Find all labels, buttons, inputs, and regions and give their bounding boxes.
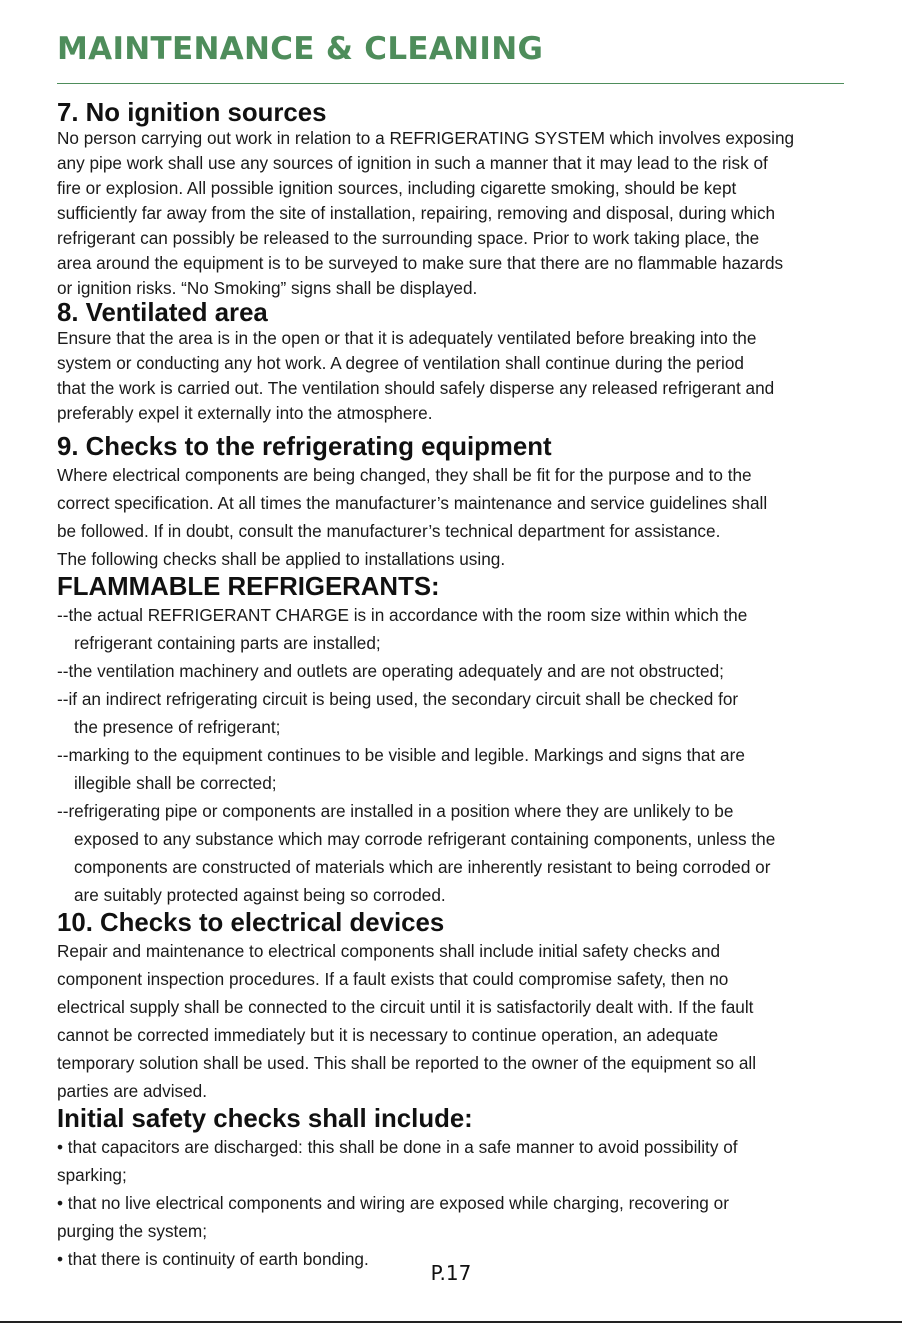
section-no-ignition-sources [57, 101, 847, 301]
section-body [57, 126, 847, 301]
bullet-item: • that there is continuity of earth bonding. [57, 1249, 369, 1269]
section-subheading: Initial safety checks shall include: [57, 1105, 473, 1133]
body-line: cannot be corrected immediately but it is necessary to continue operation, an adequate [57, 1025, 719, 1045]
body-line: fire or explosion. All possible ignition sources, including cigarette smoking, should be kept [57, 178, 737, 198]
body-line: correct specification. At all times the manufacturer’s maintenance and service guidelines shall [57, 493, 768, 513]
page-content [57, 101, 847, 1273]
body-line: Ensure that the area is in the open or that it is adequately ventilated before breaking into the [57, 328, 757, 348]
body-line: No person carrying out work in relation to a REFRIGERATING SYSTEM which involves exposing [57, 128, 795, 148]
body-line: sufficiently far away from the site of installation, repairing, removing and disposal, during which [57, 203, 776, 223]
check-item-continuation: components are constructed of materials which are inherently resistant to being corroded or [74, 857, 771, 877]
body-line: Repair and maintenance to electrical components shall include initial safety checks and [57, 941, 721, 961]
page-bottom-border [0, 1321, 902, 1323]
section-checks-electrical-devices [57, 909, 847, 1273]
body-line: any pipe work shall use any sources of ignition in such a manner that it may lead to the risk of [57, 153, 768, 173]
bullet-item-continuation: sparking; [57, 1165, 127, 1185]
body-line: refrigerant can possibly be released to the surrounding space. Prior to work taking place, the [57, 228, 760, 248]
body-line: preferably expel it externally into the atmosphere. [57, 403, 433, 423]
check-item: --if an indirect refrigerating circuit is being used, the secondary circuit shall be checked for [57, 689, 739, 709]
body-line: Where electrical components are being changed, they shall be fit for the purpose and to the [57, 465, 752, 485]
body-line: that the work is carried out. The ventilation should safely disperse any released refrigerant and [57, 378, 775, 398]
section-heading: 8. Ventilated area [57, 299, 268, 327]
body-line: component inspection procedures. If a fault exists that could compromise safety, then no [57, 969, 729, 989]
section-heading: 9. Checks to the refrigerating equipment [57, 433, 552, 461]
section-body [57, 461, 847, 573]
bullet-item: • that no live electrical components and wiring are exposed while charging, recovering or [57, 1193, 729, 1213]
page-title: MAINTENANCE & CLEANING [57, 31, 544, 67]
body-line: parties are advised. [57, 1081, 207, 1101]
bullet-item: • that capacitors are discharged: this shall be done in a safe manner to avoid possibility of [57, 1137, 738, 1157]
check-item-continuation: illegible shall be corrected; [74, 773, 277, 793]
check-list [57, 601, 847, 909]
section-body [57, 326, 847, 426]
section-body [57, 937, 847, 1105]
check-item-continuation: exposed to any substance which may corrode refrigerant containing components, unless the [74, 829, 776, 849]
sections-9-10 [57, 433, 847, 1273]
section-checks-refrigerating-equipment [57, 433, 847, 909]
section-heading: 7. No ignition sources [57, 99, 327, 127]
body-line: area around the equipment is to be surveyed to make sure that there are no flammable hazards [57, 253, 784, 273]
section-heading: 10. Checks to electrical devices [57, 909, 445, 937]
check-item: --the actual REFRIGERANT CHARGE is in accordance with the room size within which the [57, 605, 748, 625]
body-line: be followed. If in doubt, consult the manufacturer’s technical department for assistance. [57, 521, 721, 541]
check-item-continuation: are suitably protected against being so corroded. [74, 885, 446, 905]
page-number: P.17 [430, 1261, 472, 1285]
body-line: or ignition risks. “No Smoking” signs shall be displayed. [57, 278, 478, 298]
body-line: The following checks shall be applied to installations using. [57, 549, 506, 569]
body-line: electrical supply shall be connected to the circuit until it is satisfactorily dealt with. If the fault [57, 997, 754, 1017]
body-line: system or conducting any hot work. A degree of ventilation shall continue during the period [57, 353, 744, 373]
spacer [57, 426, 847, 433]
body-line: temporary solution shall be used. This shall be reported to the owner of the equipment so all [57, 1053, 757, 1073]
bullet-item-continuation: purging the system; [57, 1221, 207, 1241]
check-item: --marking to the equipment continues to be visible and legible. Markings and signs that are [57, 745, 745, 765]
safety-check-list [57, 1133, 847, 1273]
check-item-continuation: the presence of refrigerant; [74, 717, 281, 737]
check-item-continuation: refrigerant containing parts are installed; [74, 633, 381, 653]
section-subheading: FLAMMABLE REFRIGERANTS: [57, 573, 440, 601]
title-divider [57, 83, 844, 84]
section-ventilated-area [57, 301, 847, 426]
sections-7-8 [57, 101, 847, 426]
check-item: --refrigerating pipe or components are installed in a position where they are unlikely to be [57, 801, 734, 821]
check-item: --the ventilation machinery and outlets are operating adequately and are not obstructed; [57, 661, 724, 681]
